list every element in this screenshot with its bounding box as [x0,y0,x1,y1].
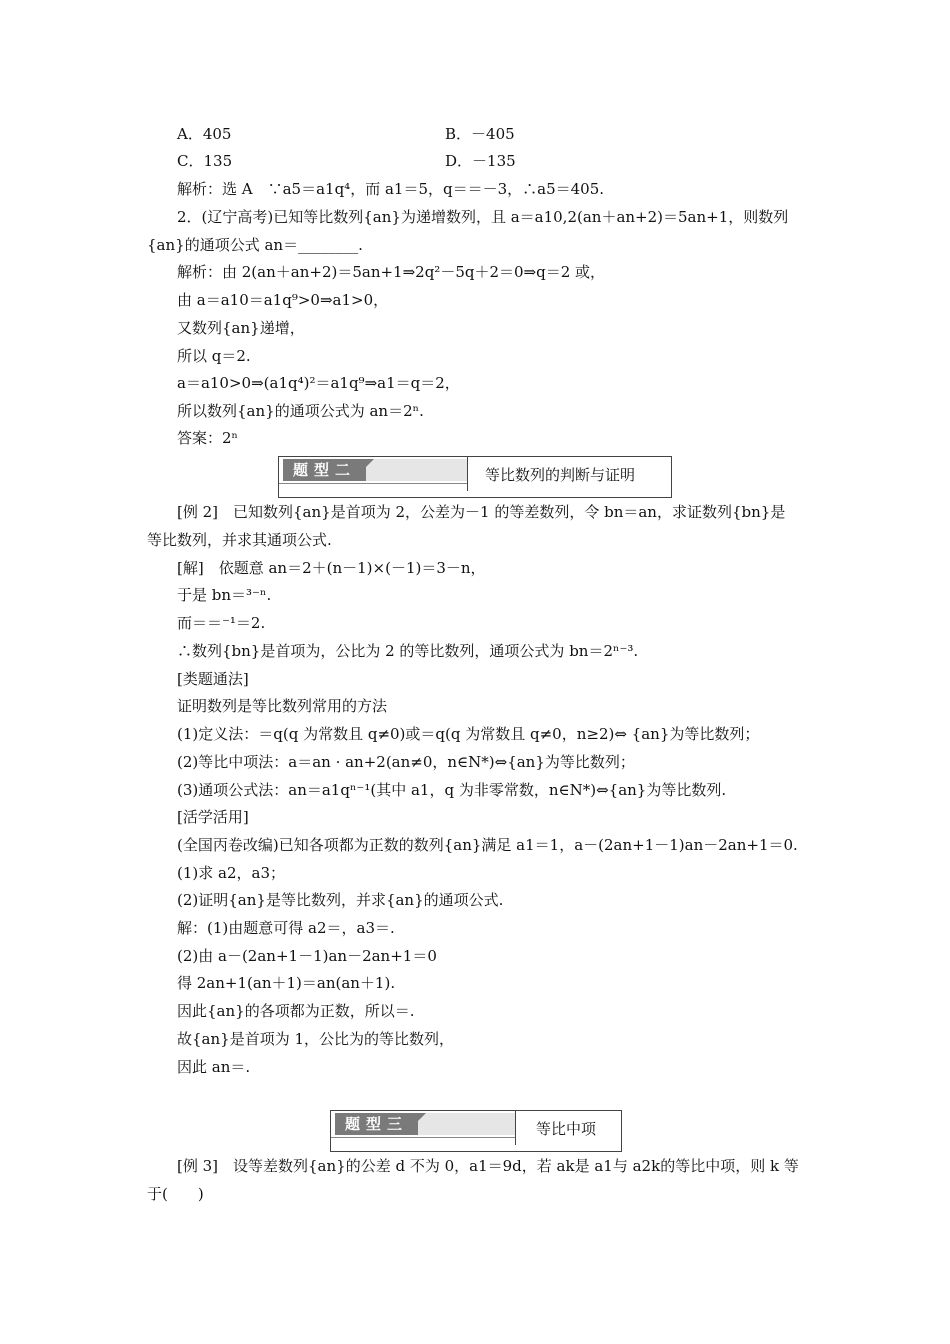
text-line: 得 2an+1(an＋1)＝an(an＋1). [177,974,396,992]
section-banner [330,1110,622,1152]
text-line: 故{an}是首项为 1，公比为的等比数列， [177,1030,455,1048]
text-line: [例 3] 设等差数列{an}的公差 d 不为 0，a1＝9d，若 ak是 a1与 a2k的等比中项，则 k 等 [177,1157,799,1175]
banner-title: 等比中项 [536,1120,597,1138]
text-line: 解析：由 2(an＋an+2)＝5an+1⇒2q²－5q＋2＝0⇒q＝2 或， [177,263,606,281]
text-line: 解：(1)由题意可得 a2＝，a3＝. [177,919,395,937]
text-line: 由 a＝a10＝a1q⁹>0⇒a1>0， [177,291,389,309]
text-line: (1)定义法：＝q(q 为常数且 q≠0)或＝q(q 为常数且 q≠0，n≥2)⇔ {an}为等比数列； [177,725,760,743]
text-line: (2)由 a－(2an+1－1)an－2an+1＝0 [177,947,437,965]
text-line: (1)求 a2，a3； [177,864,285,882]
banner-title: 等比数列的判断与证明 [485,466,636,484]
text-line: a＝a10>0⇒(a1q⁴)²＝a1q⁹⇒a1＝q＝2， [177,374,460,392]
option-d: D．－135 [445,152,516,170]
text-line: [例 2] 已知数列{an}是首项为 2，公差为－1 的等差数列，令 bn＝an，求证数列{bn}是 [177,503,786,521]
banner-underline [331,1137,515,1138]
text-line: 于是 bn＝³⁻ⁿ. [177,586,272,604]
text-line: {an}的通项公式 an＝________. [147,236,363,254]
banner-divider [467,457,468,491]
banner-underline [279,483,467,484]
text-line: 所以数列{an}的通项公式为 an＝2ⁿ. [177,402,424,420]
text-line: 2．(辽宁高考)已知等比数列{an}为递增数列，且 a＝a10,2(an＋an+2)＝5an+1，则数列 [177,208,789,226]
text-line: 解析：选 A ∵a5＝a1q⁴，而 a1＝5，q＝＝－3，∴a5＝405. [177,180,605,198]
text-line: (3)通项公式法：an＝a1qⁿ⁻¹(其中 a1，q 为非零常数，n∈N*)⇔{an}为等比数列. [177,781,727,799]
text-line: 等比数列，并求其通项公式. [147,531,332,549]
text-line: (2)证明{an}是等比数列，并求{an}的通项公式. [177,891,504,909]
text-line: [活学活用] [177,808,249,826]
text-line: (全国丙卷改编)已知各项都为正数的数列{an}满足 a1＝1，a－(2an+1－1)an－2an+1＝0. [177,836,798,854]
text-line: 因此{an}的各项都为正数，所以＝. [177,1002,415,1020]
text-line: 证明数列是等比数列常用的方法 [177,697,388,715]
text-line: 所以 q＝2. [177,347,251,365]
option-a: A．405 [177,125,232,143]
text-line: 答案：2ⁿ [177,429,239,447]
text-line: [解] 依题意 an＝2＋(n－1)×(－1)＝3－n， [177,559,486,577]
banner-tag: 题型三 [335,1113,418,1135]
option-c: C．135 [177,152,233,170]
text-line: 又数列{an}递增， [177,319,305,337]
text-line: 因此 an＝. [177,1058,251,1076]
text-line: ∴数列{bn}是首项为，公比为 2 的等比数列，通项公式为 bn＝2ⁿ⁻³. [177,642,639,660]
text-line: (2)等比中项法：a＝an · an+2(an≠0，n∈N*)⇔{an}为等比数列； [177,753,635,771]
option-b: B．－405 [445,125,515,143]
section-banner [278,456,672,498]
text-line: [类题通法] [177,670,249,688]
text-line: 而＝＝⁻¹＝2. [177,614,266,632]
banner-tag: 题型二 [283,459,366,481]
text-line: 于( ) [147,1185,204,1203]
banner-divider [515,1111,516,1145]
